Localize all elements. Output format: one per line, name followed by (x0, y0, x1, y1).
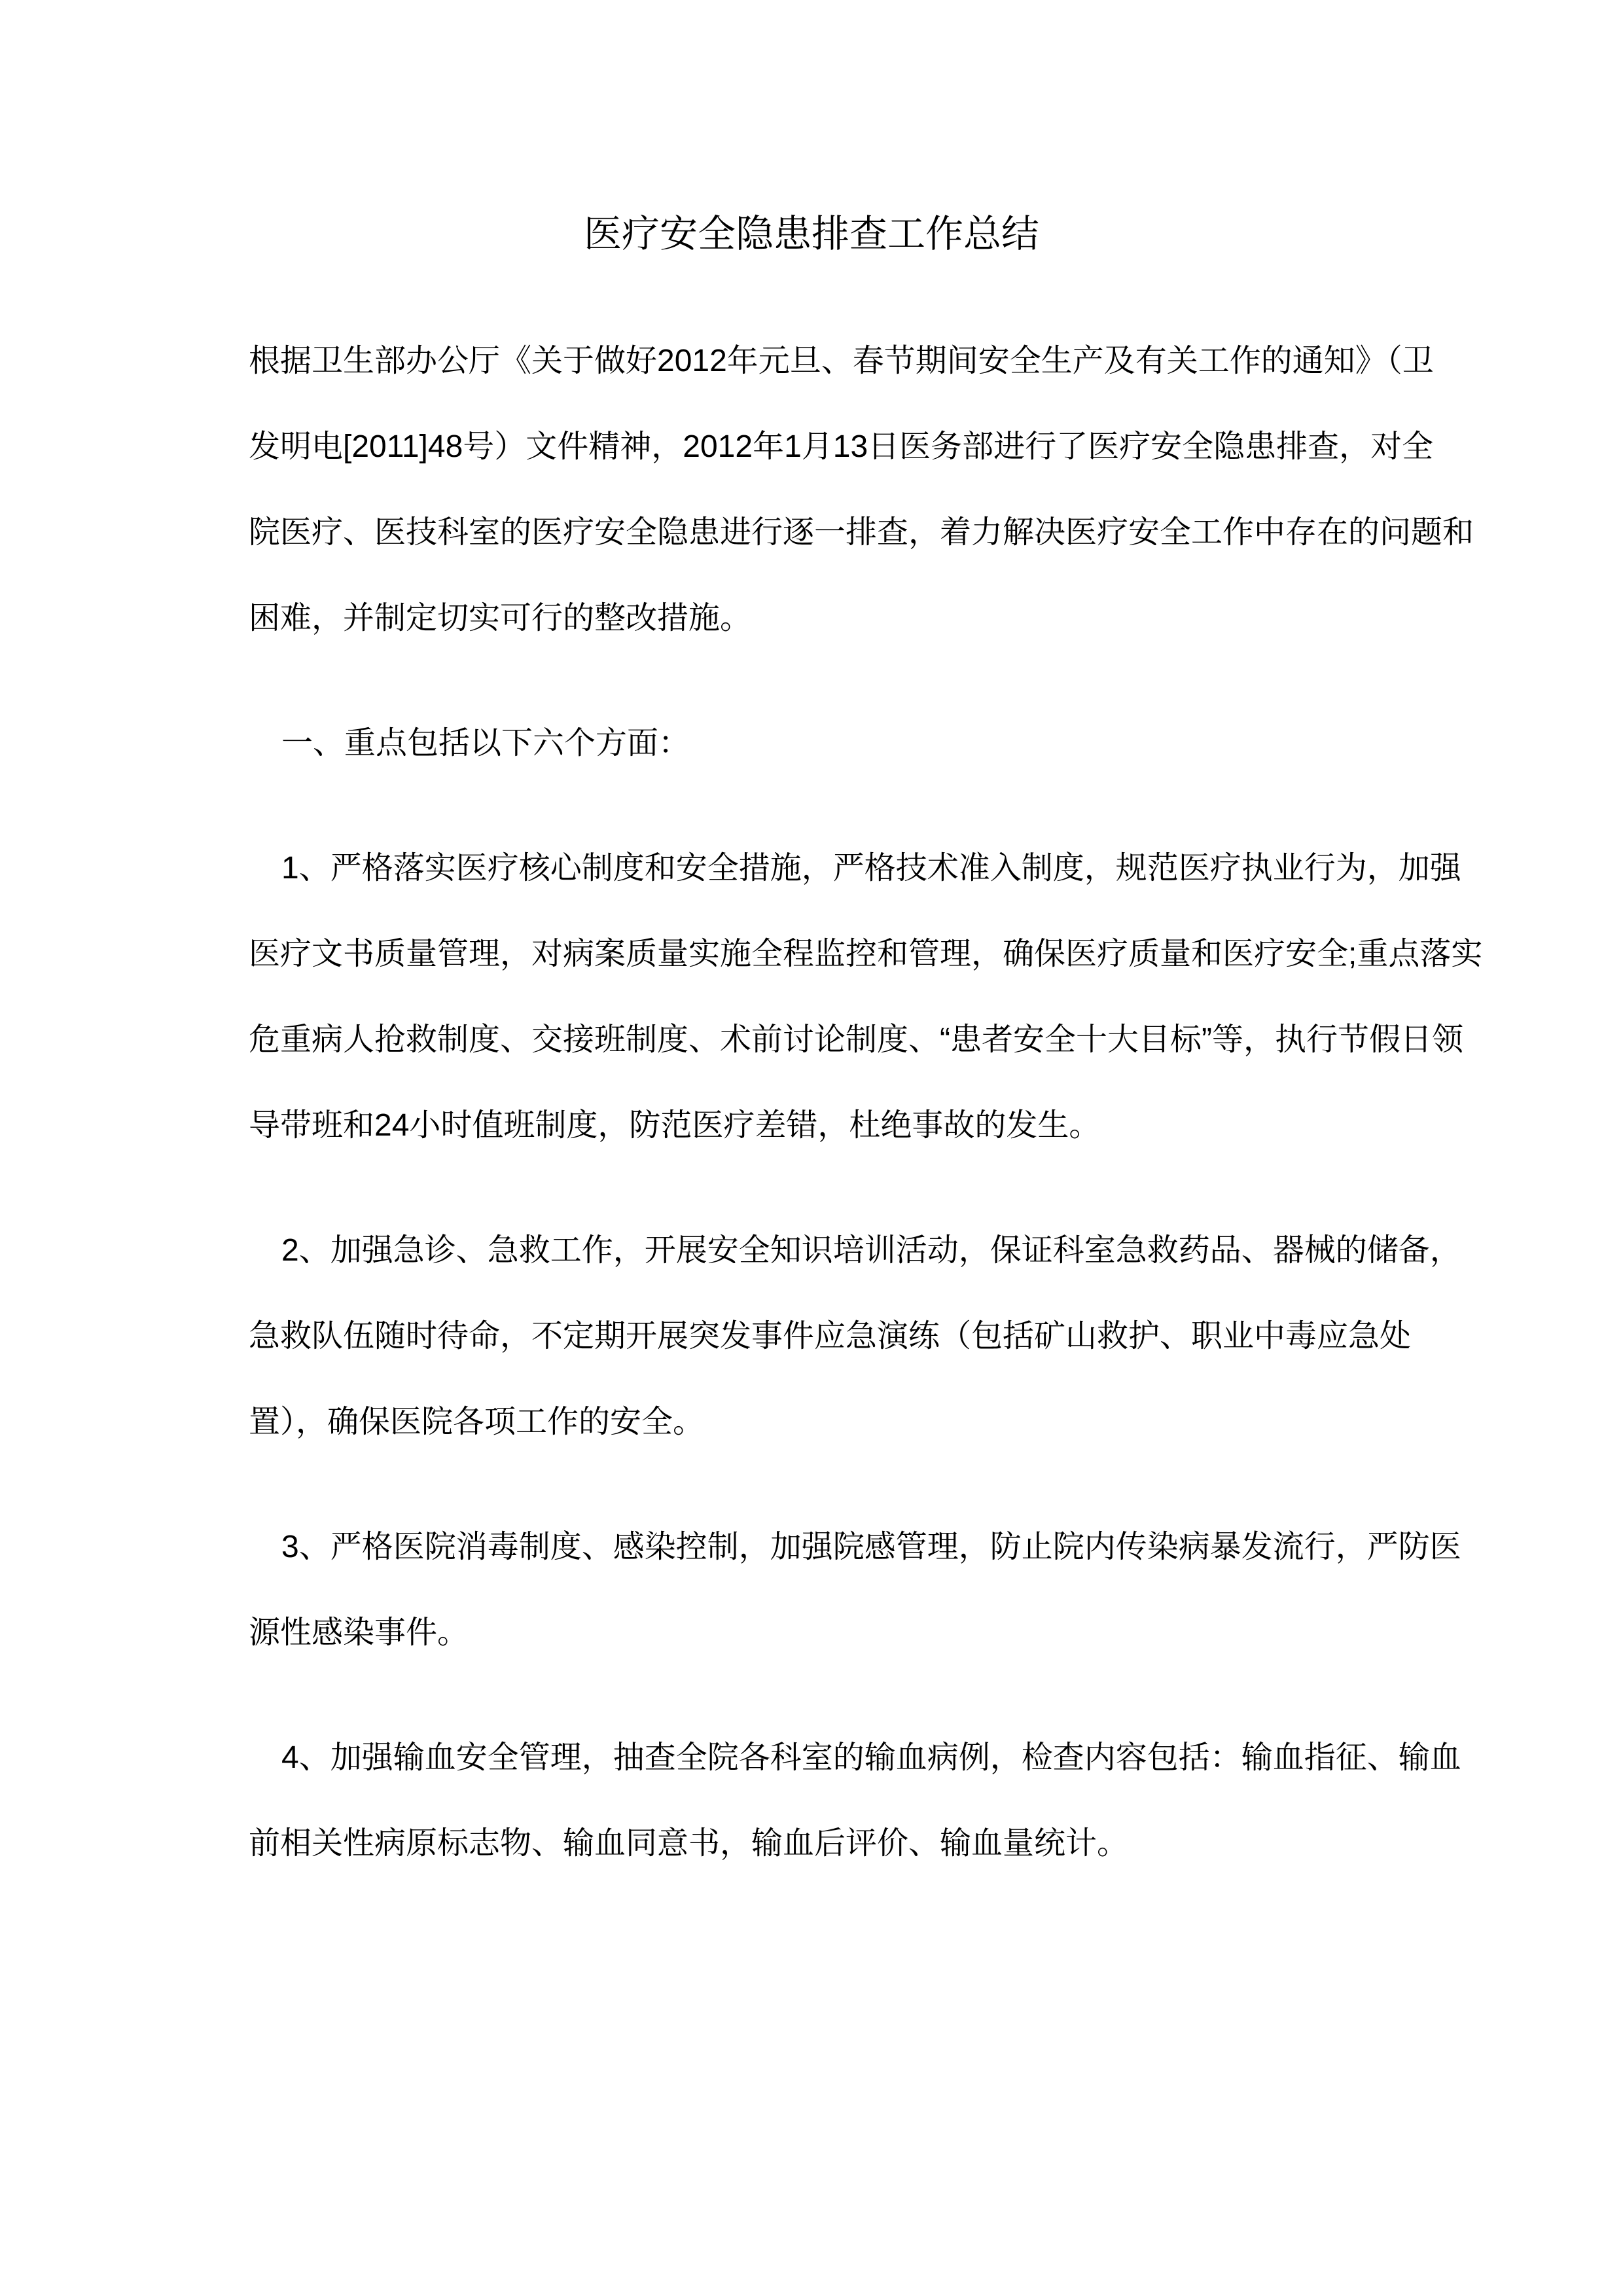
document-body (249, 318, 1483, 1926)
paragraph (249, 700, 1387, 786)
text-line: 医疗文书质量管理，对病案质量实施全程监控和管理，确保医疗质量和医疗安全;重点落实 (249, 937, 1483, 971)
text-line: 3、严格医院消毒制度、感染控制，加强院感管理，防止院内传染病暴发流行，严防医 (281, 1530, 1461, 1564)
paragraph (249, 1208, 1461, 1465)
text-line: 根据卫生部办公厅《关于做好2012年元旦、春节期间安全生产及有关工作的通知》（卫 (249, 344, 1434, 378)
text-line: 前相关性病原标志物、输血同意书，输血后评价、输血量统计。 (249, 1826, 1129, 1861)
text-line: 危重病人抢救制度、交接班制度、术前讨论制度、“患者安全十大目标”等，执行节假日领 (249, 1022, 1463, 1057)
text-line: 急救队伍随时待命，不定期开展突发事件应急演练（包括矿山救护、职业中毒应急处 (249, 1319, 1412, 1354)
paragraph (249, 318, 1474, 661)
text-line: 一、重点包括以下六个方面： (281, 726, 690, 761)
text-line: 置），确保医院各项工作的安全。 (249, 1405, 705, 1439)
text-line: 困难，并制定切实可行的整改措施。 (249, 601, 752, 636)
text-line: 1、严格落实医疗核心制度和安全措施，严格技术准入制度，规范医疗执业行为，加强 (281, 851, 1461, 886)
paragraph (249, 825, 1483, 1168)
text-line: 4、加强输血安全管理，抽查全院各科室的输血病例，检查内容包括：输血指征、输血 (281, 1740, 1461, 1775)
text-line: 源性感染事件。 (249, 1615, 469, 1650)
text-line: 2、加强急诊、急救工作，开展安全知识培训活动，保证科室急救药品、器械的储备， (281, 1233, 1461, 1268)
text-line: 导带班和24小时值班制度，防范医疗差错，杜绝事故的发生。 (249, 1108, 1101, 1143)
document-title: 医疗安全隐患排查工作总结 (583, 213, 1039, 255)
text-line: 发明电[2011]48号）文件精神，2012年1月13日医务部进行了医疗安全隐患排查，对全 (249, 429, 1434, 464)
paragraph (249, 1715, 1461, 1886)
paragraph (249, 1504, 1461, 1676)
text-line: 院医疗、医技科室的医疗安全隐患进行逐一排查，着力解决医疗安全工作中存在的问题和 (249, 515, 1474, 550)
